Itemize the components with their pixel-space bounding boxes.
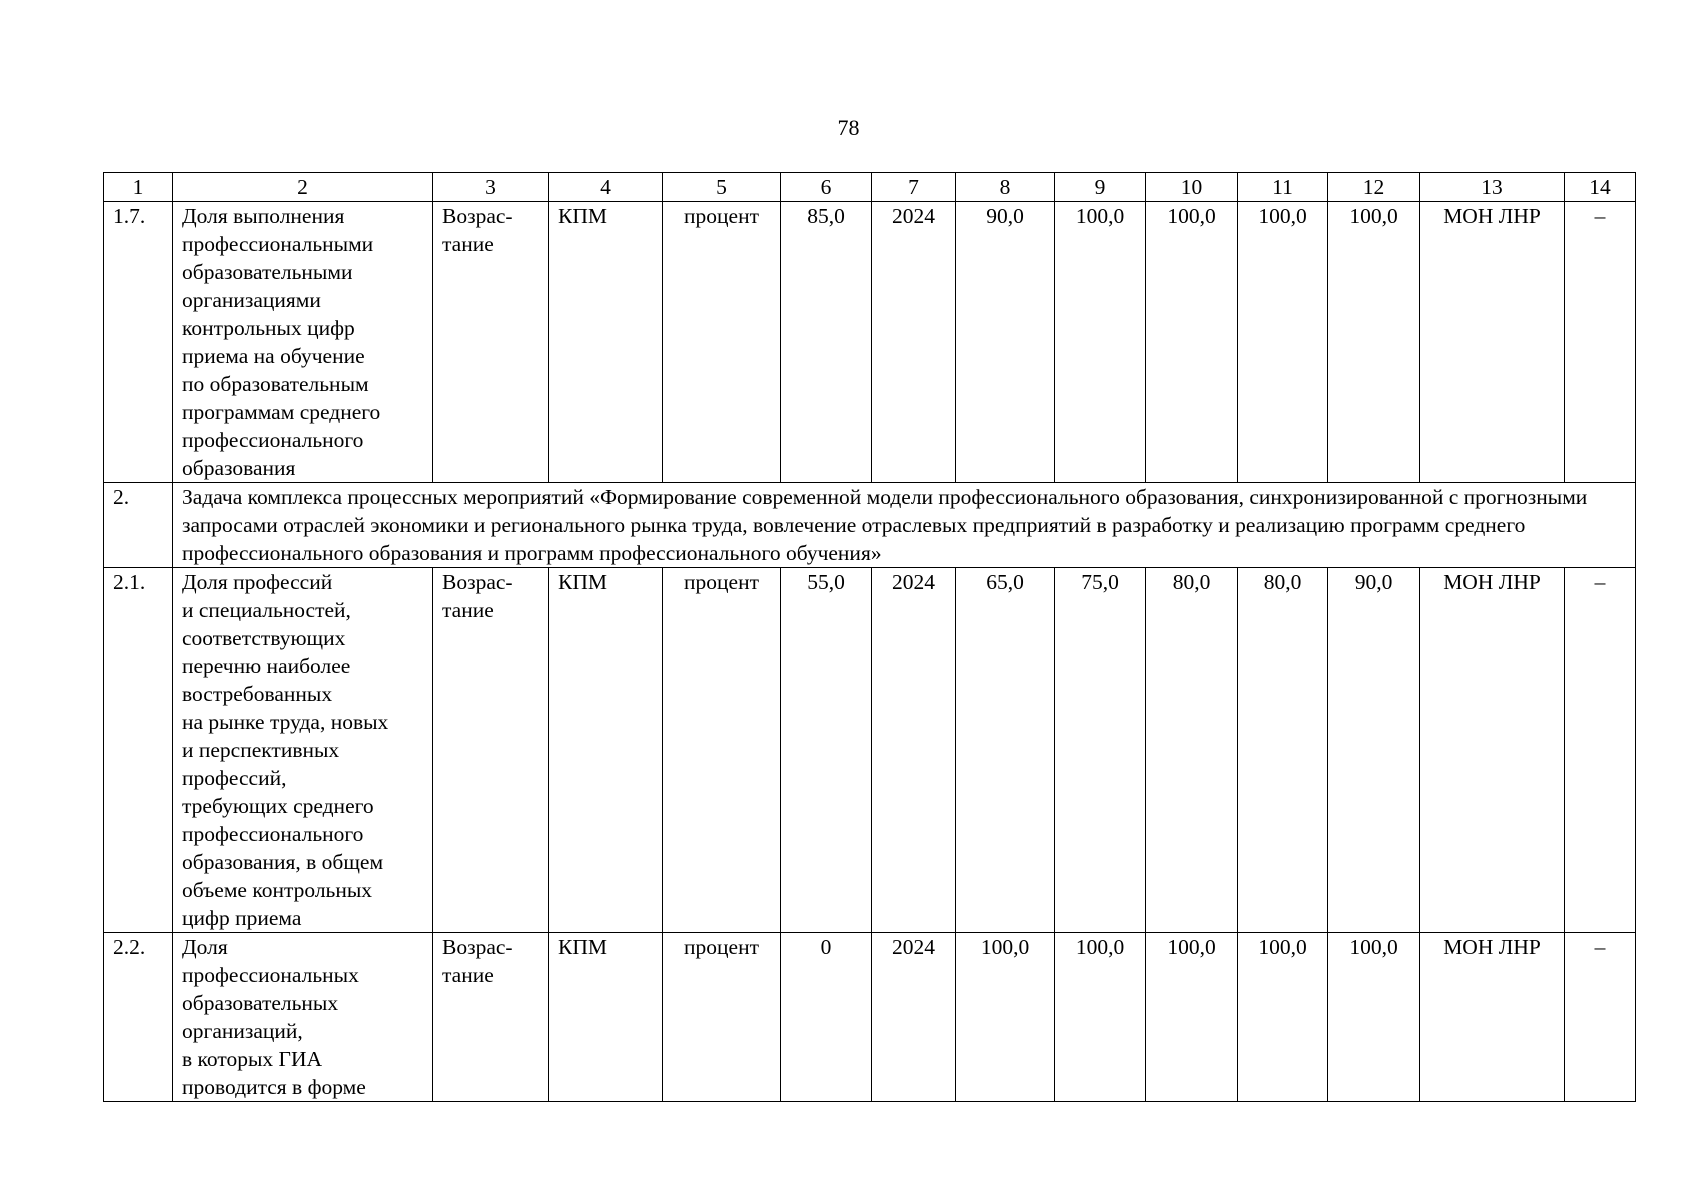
value-cell: 100,0 bbox=[1146, 933, 1238, 1102]
base-value: 85,0 bbox=[781, 202, 872, 483]
value-cell: 100,0 bbox=[1328, 933, 1420, 1102]
value-cell: 100,0 bbox=[1328, 202, 1420, 483]
trend: Возрас- тание bbox=[433, 568, 549, 933]
base-year: 2024 bbox=[872, 202, 956, 483]
base-year: 2024 bbox=[872, 933, 956, 1102]
indicator-name: Доля профессиональных образовательных организаций, в которых ГИА проводится в форме bbox=[173, 933, 433, 1102]
base-value: 55,0 bbox=[781, 568, 872, 933]
header-cell: 2 bbox=[173, 173, 433, 202]
row-number: 1.7. bbox=[104, 202, 173, 483]
indicator-type: КПМ bbox=[549, 933, 663, 1102]
value-cell: 90,0 bbox=[1328, 568, 1420, 933]
responsible: МОН ЛНР bbox=[1420, 568, 1565, 933]
value-cell: 65,0 bbox=[956, 568, 1055, 933]
header-cell: 11 bbox=[1238, 173, 1328, 202]
indicators-table bbox=[103, 172, 1636, 1102]
trend: Возрас- тание bbox=[433, 202, 549, 483]
row-number: 2.2. bbox=[104, 933, 173, 1102]
table-row bbox=[104, 568, 1636, 933]
note: – bbox=[1565, 568, 1636, 933]
value-cell: 100,0 bbox=[956, 933, 1055, 1102]
indicator-name: Доля выполнения профессиональными образовательными организациями контрольных цифр приема на обучение по образовательным программам среднего профессионального образования bbox=[173, 202, 433, 483]
note: – bbox=[1565, 202, 1636, 483]
value-cell: 80,0 bbox=[1238, 568, 1328, 933]
header-cell: 6 bbox=[781, 173, 872, 202]
task-number: 2. bbox=[104, 483, 173, 568]
table-row bbox=[104, 202, 1636, 483]
header-cell: 10 bbox=[1146, 173, 1238, 202]
unit: процент bbox=[663, 568, 781, 933]
header-cell: 14 bbox=[1565, 173, 1636, 202]
header-cell: 7 bbox=[872, 173, 956, 202]
value-cell: 75,0 bbox=[1055, 568, 1146, 933]
table-row bbox=[104, 933, 1636, 1102]
page-number: 78 bbox=[837, 115, 860, 140]
header-cell: 12 bbox=[1328, 173, 1420, 202]
value-cell: 100,0 bbox=[1238, 933, 1328, 1102]
value-cell: 100,0 bbox=[1146, 202, 1238, 483]
indicator-name: Доля профессий и специальностей, соответствующих перечню наиболее востребованных на рынке труда, новых и перспективных профессий, требующих среднего профессионального образования, в общем объеме контрольных цифр приема bbox=[173, 568, 433, 933]
indicator-type: КПМ bbox=[549, 568, 663, 933]
header-cell: 13 bbox=[1420, 173, 1565, 202]
header-cell: 5 bbox=[663, 173, 781, 202]
table-header-row bbox=[104, 173, 1636, 202]
header-cell: 9 bbox=[1055, 173, 1146, 202]
indicator-type: КПМ bbox=[549, 202, 663, 483]
header-cell: 3 bbox=[433, 173, 549, 202]
value-cell: 100,0 bbox=[1238, 202, 1328, 483]
header-cell: 1 bbox=[104, 173, 173, 202]
responsible: МОН ЛНР bbox=[1420, 202, 1565, 483]
value-cell: 80,0 bbox=[1146, 568, 1238, 933]
unit: процент bbox=[663, 202, 781, 483]
value-cell: 100,0 bbox=[1055, 933, 1146, 1102]
value-cell: 90,0 bbox=[956, 202, 1055, 483]
header-cell: 8 bbox=[956, 173, 1055, 202]
trend: Возрас- тание bbox=[433, 933, 549, 1102]
task-text: Задача комплекса процессных мероприятий «Формирование современной модели профессионального образования, синхронизированной с прогнозными запросами отраслей экономики и регионального рынка труда, вовлечение отраслевых предприятий в разработку и реализацию программ среднего профессионального образования и программ профессионального обучения» bbox=[173, 483, 1636, 568]
base-value: 0 bbox=[781, 933, 872, 1102]
row-number: 2.1. bbox=[104, 568, 173, 933]
base-year: 2024 bbox=[872, 568, 956, 933]
unit: процент bbox=[663, 933, 781, 1102]
header-cell: 4 bbox=[549, 173, 663, 202]
task-row bbox=[104, 483, 1636, 568]
note: – bbox=[1565, 933, 1636, 1102]
responsible: МОН ЛНР bbox=[1420, 933, 1565, 1102]
value-cell: 100,0 bbox=[1055, 202, 1146, 483]
